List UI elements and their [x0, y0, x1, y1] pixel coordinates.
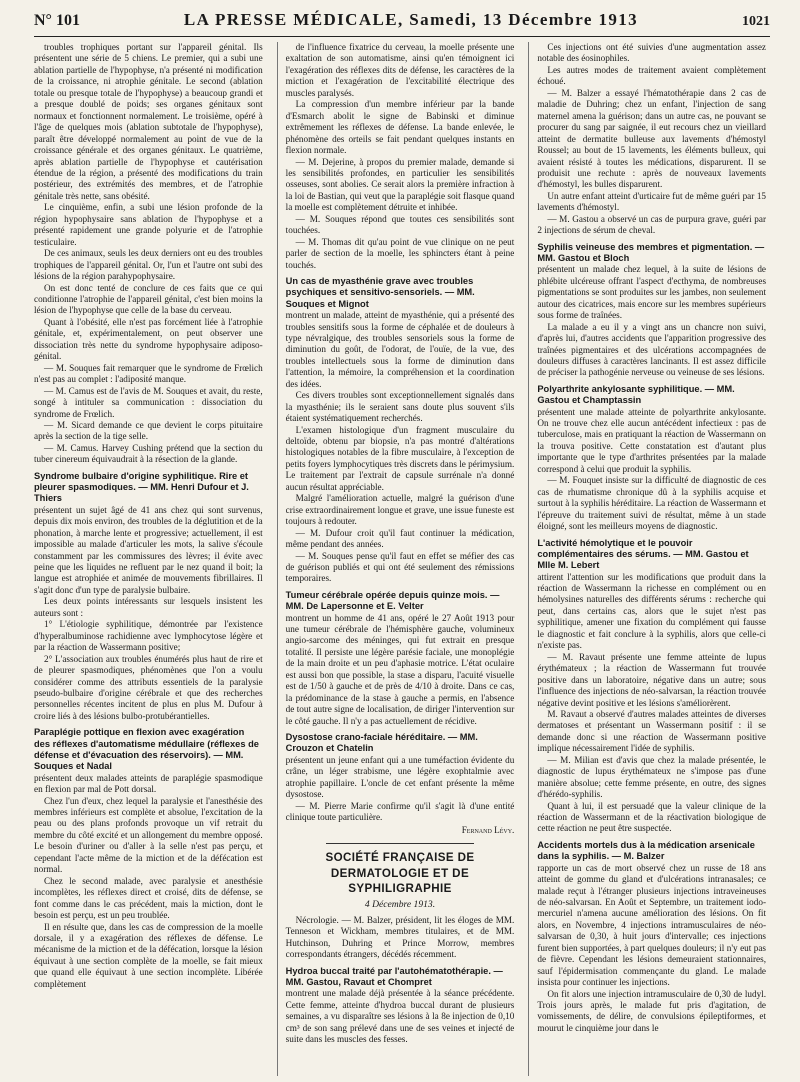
paragraph: — M. Dufour croit qu'il faut continuer la médication, même pendant des années.: [285, 527, 515, 550]
paragraph: Les autres modes de traitement avaient complètement échoué.: [537, 64, 767, 87]
section-heading: Syphilis veineuse des membres et pigmentation. — MM. Gastou et Bloch: [537, 241, 765, 264]
section-heading: Accidents mortels dus à la médication arsenicale dans la syphilis. — M. Balzer: [537, 839, 755, 862]
section-heading: Un cas de myasthénie grave avec troubles psychiques et sensitivo-sensoriels. — MM. Souques et Mignot: [285, 276, 475, 309]
paragraph: attirent l'attention sur les modifications que produit dans la réaction de Wassermann la richesse en complément ou en hémolysines naturelles des différents sérums : recherche qui peut, dans certains cas, alors que le sujet n'est pas syphilitique, amener une fixation du complément qui fausse le diagnostic et fait conclure à la syphilis, alors que celle-ci n'existe pas.: [537, 571, 767, 651]
paragraph: troubles trophiques portant sur l'appareil génital. Ils présentent une série de 5 chiens. Le premier, qui a subi une ablation partielle de l'hypophyse, n'a présenté ni modification de la croissance, ni atrophie génitale. Le second (ablation totale ou presque totale de l'hypophyse) a beaucoup grandi et a presque doublé de poids; ses organes génitaux sont normaux et fonctionnent normalement. Le troisième, opéré à l'âge de quelques mois (ablation subtotale de l'hypophyse), paraît être développé normalement au point de vue de la croissance générale et des organes génitaux. Le quatrième, après ablation partielle de l'hypophyse et cautérisation étendue de la région, a présenté des modifications du train postérieur, des extrémités des membres, et de l'atrophie génitale très nette, sans obésité.: [34, 42, 263, 201]
column-2: [277, 42, 519, 1076]
paragraph: Ces injections ont été suivies d'une augmentation assez notable des éosinophiles.: [537, 42, 767, 64]
section-divider: [326, 843, 475, 844]
paragraph: — M. Souques fait remarquer que le syndrome de Frœlich n'est pas au complet : l'adiposité manque.: [34, 362, 263, 385]
paragraph: montrent un homme de 41 ans, opéré le 27 Août 1913 pour une tumeur cérébrale de l'hémisphère gauche, volumineux angio-sarcome des méninges, qui fut extrait en presque totalité. Il persiste une légère parésie faciale, une monoplégie de la main droite et un peu d'aphasie motrice. L'état oculaire est aussi bon que possible, la stase a disparu, l'acuité visuelle est de 1/50 à gauche et de près de 4/10 à droite. Dans ce cas, la prédominance de la stase à gauche a permis, en l'absence de tout autre signe de localisation, de diriger l'intervention sur le côté gauche. Il n'y a pas actuellement de récidive.: [285, 612, 515, 726]
section-heading: Polyarthrite ankylosante syphilitique. — MM. Gastou et Champtassin: [537, 383, 735, 406]
paragraph: — M. Dejerine, à propos du premier malade, demande si les sensibilités profondes, en particulier les sensibilités osseuses, sont abolies. Ce serait alors la première infraction à la loi de Bastian, qui veut que la paraplégie soit flasque quand la moelle est complètement détruite et inhibée.: [285, 156, 515, 213]
paragraph: L'examen histologique d'un fragment musculaire du deltoïde, obtenu par biopsie, n'a pas montré d'altérations histologiques notables de la fibre musculaire, à l'exception de petits foyers lymphocytiques très discrets dans le périmysium. Le traitement par l'extrait de capsule surrénale n'a donné aucun résultat appréciable.: [285, 424, 515, 492]
paragraph: On est donc tenté de conclure de ces faits que ce qui conditionne l'atrophie de l'appareil génital, c'est bien moins la lésion de l'hypophyse que celle de la base du cerveau.: [34, 282, 263, 316]
section-heading: Syndrome bulbaire d'origine syphilitique. Rire et pleurer spasmodiques. — MM. Henri Dufour et J. Thiers: [34, 470, 249, 504]
paragraph: Le cinquième, enfin, a subi une lésion profonde de la région hypophysaire sans ablation de l'hypophyse et a présenté rapidement une grande polyurie et de l'atrophie testiculaire.: [34, 202, 263, 247]
paragraph: — M. Camus. Harvey Cushing prétend que la section du tuber cinereum équivaudrait à la résection de la glande.: [34, 442, 263, 465]
paragraph: rapporte un cas de mort observé chez un russe de 18 ans atteint de gomme du gland et d'ulcérations intranasales; ce malade reçut à l'étranger plusieurs injections intraveineuses de néo-salvarsan. En Août et Septembre, un traitement iodo-mercuriel n'amena aucune amélioration des lésions. On fit alors, en Novembre, 4 injections intramusculaires de néo-salvarsan de 0,30, à huit jours d'intervalle; ces injections furent bien supportées, à part quelques douleurs; il n'y eut pas de fièvre. Cependant les lésions demeuraient stationnaires, sauf l'épidermisation commençante du gland. Le malade insista pour continuer les injections.: [537, 862, 767, 988]
section-heading: Tumeur cérébrale opérée depuis quinze mois. — MM. De Lapersonne et E. Velter: [285, 589, 500, 612]
column-3: [528, 42, 770, 1076]
section-heading: Dysostose crano-faciale héréditaire. — MM. Crouzon et Chatelin: [285, 732, 478, 754]
issue-number: N° 101: [34, 12, 80, 29]
paragraph: — M. Fouquet insiste sur la difficulté de diagnostic de ces cas de rhumatisme chronique dû à la syphilis acquise et surtout à la syphilis héréditaire. La réaction de Wassermann et l'épreuve du traitement suivi de résultat, même à un stade éloigné, sont les meilleurs moyens de diagnostic.: [537, 475, 767, 532]
paragraph: Un autre enfant atteint d'urticaire fut de même guéri par 15 lavements d'hémostyl.: [537, 190, 767, 213]
author-signature: Fernand Lévy.: [461, 825, 515, 836]
paragraph: présentent une malade atteinte de polyarthrite ankylosante. On ne trouve chez elle aucun antécédent infectieux : pas de tuberculose, mais en pratiquant la réaction de Wassermann on la trouva positive. Cette constatation est d'autant plus importante que le type d'arthrites présentées par la malade correspond à celui que produit la syphilis.: [537, 406, 767, 474]
paragraph: — M. Sicard demande ce que devient le corps pituitaire après la section de la tige selle.: [34, 419, 263, 442]
paragraph: Chez le second malade, avec paralysie et anesthésie incomplètes, les réflexes direct et croisé, dits de défense, se font comme dans le cas précédent, mais la miction, dont le besoin est perçu, est un peu troublée.: [34, 875, 263, 921]
paragraph: de l'influence fixatrice du cerveau, la moelle présente une exaltation de son automatisme, ainsi qu'en témoignent ici l'exagération des réflexes dits de défense, les caractères de la miction et l'exagération de l'excitabilité électrique des muscles paralysés.: [285, 42, 515, 98]
paragraph: Ces divers troubles sont exceptionnellement signalés dans la myasthénie; ils le seraient sans doute plus souvent s'ils étaient systématiquement recherchés.: [285, 390, 515, 424]
paragraph: 2° L'association aux troubles énumérés plus haut de rire et de pleurer spasmodiques, phénomènes que l'on a voulu considérer comme des attributs essentiels de la paralysie pseudo-bulbaire d'origine cérébrale et que des recherches personnelles récentes incitent de plus en plus M. Dufour à croire liés à des lésions bulbo-protubérantielles.: [34, 653, 263, 721]
paragraph: 1° L'étiologie syphilitique, démontrée par l'existence d'hyperalbuminose rachidienne avec lymphocytose légère et par la réaction de Wassermann positive;: [34, 619, 263, 653]
paragraph: — M. Milian est d'avis que chez la malade présentée, le diagnostic de lupus érythémateux ne s'impose pas d'une manière absolue; cette femme présente, en outre, des signes d'hérédo-syphilis.: [537, 754, 767, 800]
paragraph: présentent un sujet âgé de 41 ans chez qui sont survenus, depuis dix mois environ, des troubles de la déglutition et de la phonation, à marche lente et progressive; actuellement, il est impossible au malade d'articuler les mots, la salive s'écoule constamment par les commissures des lèvres; il évite avec peine que les liquides ne refluent par le nez quand il boit; la langue est atrophiée et animée de mouvements fibrillaires. Il s'agit donc d'un type de paralysie bulbaire.: [34, 504, 263, 595]
section-heading: L'activité hémolytique et le pouvoir complémentaires des sérums. — MM. Gastou et Mlle M. Lebert: [537, 537, 749, 571]
paragraph: — M. Gastou a observé un cas de purpura grave, guéri par 2 injections de sérum de cheval.: [537, 213, 767, 236]
paragraph: — M. Souques répond que toutes ces sensibilités sont touchées.: [285, 213, 515, 236]
paragraph: — M. Balzer a essayé l'hématothérapie dans 2 cas de maladie de Duhring; chez un enfant, l'injection de sang maternel amena la guérison; dans un autre cas, ne pouvant se procurer du sang par saignée, il eut recours chez un vieillard atteint de dermatite bulleuse aux lavements d'hémostyl Roussel; au bout de 15 lavements, les éléments bulleux, qui avaient résisté à toutes les médications, disparurent. Il se produisit une rechute : après de nouveaux lavements d'hémostyl, les bulles disparurent.: [537, 87, 767, 190]
paragraph: On fit alors une injection intramusculaire de 0,30 de ludyl. Trois jours après, le malade fut pris d'agitation, de vomissements, de délire, de convulsions épileptiformes, et mourut le cinquième jour dans le: [537, 988, 767, 1033]
column-1: [34, 42, 267, 1076]
paragraph: Nécrologie. — M. Balzer, président, lit les éloges de MM. Tenneson et Wickham, membres titulaires, et de MM. Hutchinson, Duhring et Prince Morrow, membres correspondants étrangers, décédés récemment.: [285, 914, 515, 960]
paragraph: Chez l'un d'eux, chez lequel la paralysie et l'anesthésie des membres inférieurs est complète et absolue, l'excitation de la peau ou des plans profonds provoque un vif retrait du membre du côté excité et un allongement du membre opposé. Le besoin d'uriner ou d'aller à la selle n'est pas perçu, et cependant l'acte même de la miction et de la défécation est normal.: [34, 795, 263, 875]
paragraph: — M. Souques pense qu'il faut en effet se méfier des cas de guérison publiés et qui ont été seulement des rémissions temporaires.: [285, 550, 515, 584]
columns: [34, 42, 770, 1076]
page-header: [34, 10, 770, 37]
section-heading: Hydroa buccal traité par l'autohématothérapie. — MM. Gastou, Ravaut et Chompret: [285, 965, 503, 987]
society-title: SOCIÉTÉ FRANÇAISE DE DERMATOLOGIE ET DE SYPHILIGRAPHIE: [325, 850, 475, 896]
paragraph: — M. Camus est de l'avis de M. Souques et avait, du reste, songé à intituler sa communication : dissociation du syndrome de Frœlich.: [34, 385, 263, 419]
paragraph: La compression d'un membre inférieur par la bande d'Esmarch abolit le signe de Babinski et diminue extrêmement les réflexes de défense. La bande enlevée, le phénomène des orteils se fait pendant quelques instants en flexion normale.: [285, 99, 515, 156]
paragraph: présentent un malade chez lequel, à la suite de lésions de phlébite ulcéreuse offrant l'aspect d'ecthyma, de nombreuses pigmentations se sont produites sur les jambes, non seulement autour des cicatrices, mais encore sur les membres supérieurs sous forme de traînées.: [537, 264, 767, 321]
paragraph: — M. Ravaut présente une femme atteinte de lupus érythémateux ; la réaction de Wassermann fut trouvée positive dans un laboratoire, négative dans un autre; sous l'influence des injections de néo-salvarsan, la réaction trouvée négative devint positive et les lésions s'améliorèrent.: [537, 651, 767, 708]
paragraph: M. Ravaut a observé d'autres malades atteintes de diverses dermatoses et présentant un Wassermann positif : il se demande donc si une réaction de Wassermann positive implique nécessairement l'idée de syphilis.: [537, 708, 767, 754]
paragraph: — M. Thomas dit qu'au point de vue clinique on ne peut parler de section de la moelle, les sphincters étant à peine touchés.: [285, 236, 515, 270]
paragraph: Les deux points intéressants sur lesquels insistent les auteurs sont :: [34, 596, 263, 618]
paragraph: La malade a eu il y a vingt ans un chancre non suivi, d'après lui, d'autres accidents que l'apparition progressive des traînées pigmentaires et des ulcérations accompagnées de douleurs diffuses à caractères lancinants. Il est assez difficile de préciser la pathogénie nerveuse ou veineuse de ses lésions.: [537, 321, 767, 378]
society-date: 4 Décembre 1913.: [364, 898, 436, 910]
paragraph: présentent un jeune enfant qui a une tuméfaction évidente du crâne, un léger strabisme, une légère exophtalmie avec atrophie papillaire. L'oncle de cet enfant présente la même dysostose.: [285, 754, 515, 800]
paragraph: présentent deux malades atteints de paraplégie spasmodique en flexion par mal de Pott dorsal.: [34, 772, 263, 795]
paragraph: Il en résulte que, dans les cas de compression de la moelle dorsale, il y a exagération des réflexes de défense. Le mécanisme de la miction et de la défécation, lorsque la lésion équivaut à une section complète de la moelle, se fait mieux que quand elle équivaut à une section incomplète. Libérée complètement: [34, 921, 263, 989]
paragraph: De ces animaux, seuls les deux derniers ont eu des troubles trophiques de l'appareil génital. Or, l'un et l'autre ont subi des lésions de la région parahypophysaire.: [34, 248, 263, 282]
paragraph: Malgré l'amélioration actuelle, malgré la guérison d'une crise extraordinairement longue et grave, une issue funeste est toujours à redouter.: [285, 493, 515, 527]
page-number: 1021: [741, 14, 770, 29]
paragraph: Quant à lui, il est persuadé que la valeur clinique de la réaction de Wassermann et de la réactivation biologique de cette réaction ne peut être suspectée.: [537, 800, 767, 834]
section-heading: Paraplégie pottique en flexion avec exagération des réflexes d'automatisme médullaire (réflexes de défense et d'évacuation des réservoirs). — MM. Souques et Nadal: [34, 727, 259, 772]
paragraph: montrent une malade déjà présentée à la séance précédente. Cette femme, atteinte d'hydroa buccal durant de plusieurs semaines, a vu disparaître ses lésions à la 8e injection de 0,10 cm³ de son sang prélevé dans une de ses veines et injecté de suite dans les muscles des fesses.: [285, 988, 515, 1045]
paragraph: montrent un malade, atteint de myasthénie, qui a présenté des troubles sensitifs sous la forme de céphalée et de douleurs à type névralgique, des troubles sensoriels sous la forme de diminution du goût, de l'odorat, de l'ouïe, de la vue, des troubles intellectuels sous la forme de diminution dans l'attention, la mémoire, la compréhension et la coordination des idées.: [285, 310, 515, 389]
paragraph: — M. Pierre Marie confirme qu'il s'agit là d'une entité clinique toute particulière.: [285, 800, 515, 823]
journal-title: LA PRESSE MÉDICALE, Samedi, 13 Décembre 1913: [183, 10, 639, 29]
paragraph: Quant à l'obésité, elle n'est pas forcément liée à l'atrophie génitale, et, expérimentalement, on peut observer une dissociation très nette du syndrome hypophysaire adiposo-génital.: [34, 316, 263, 362]
